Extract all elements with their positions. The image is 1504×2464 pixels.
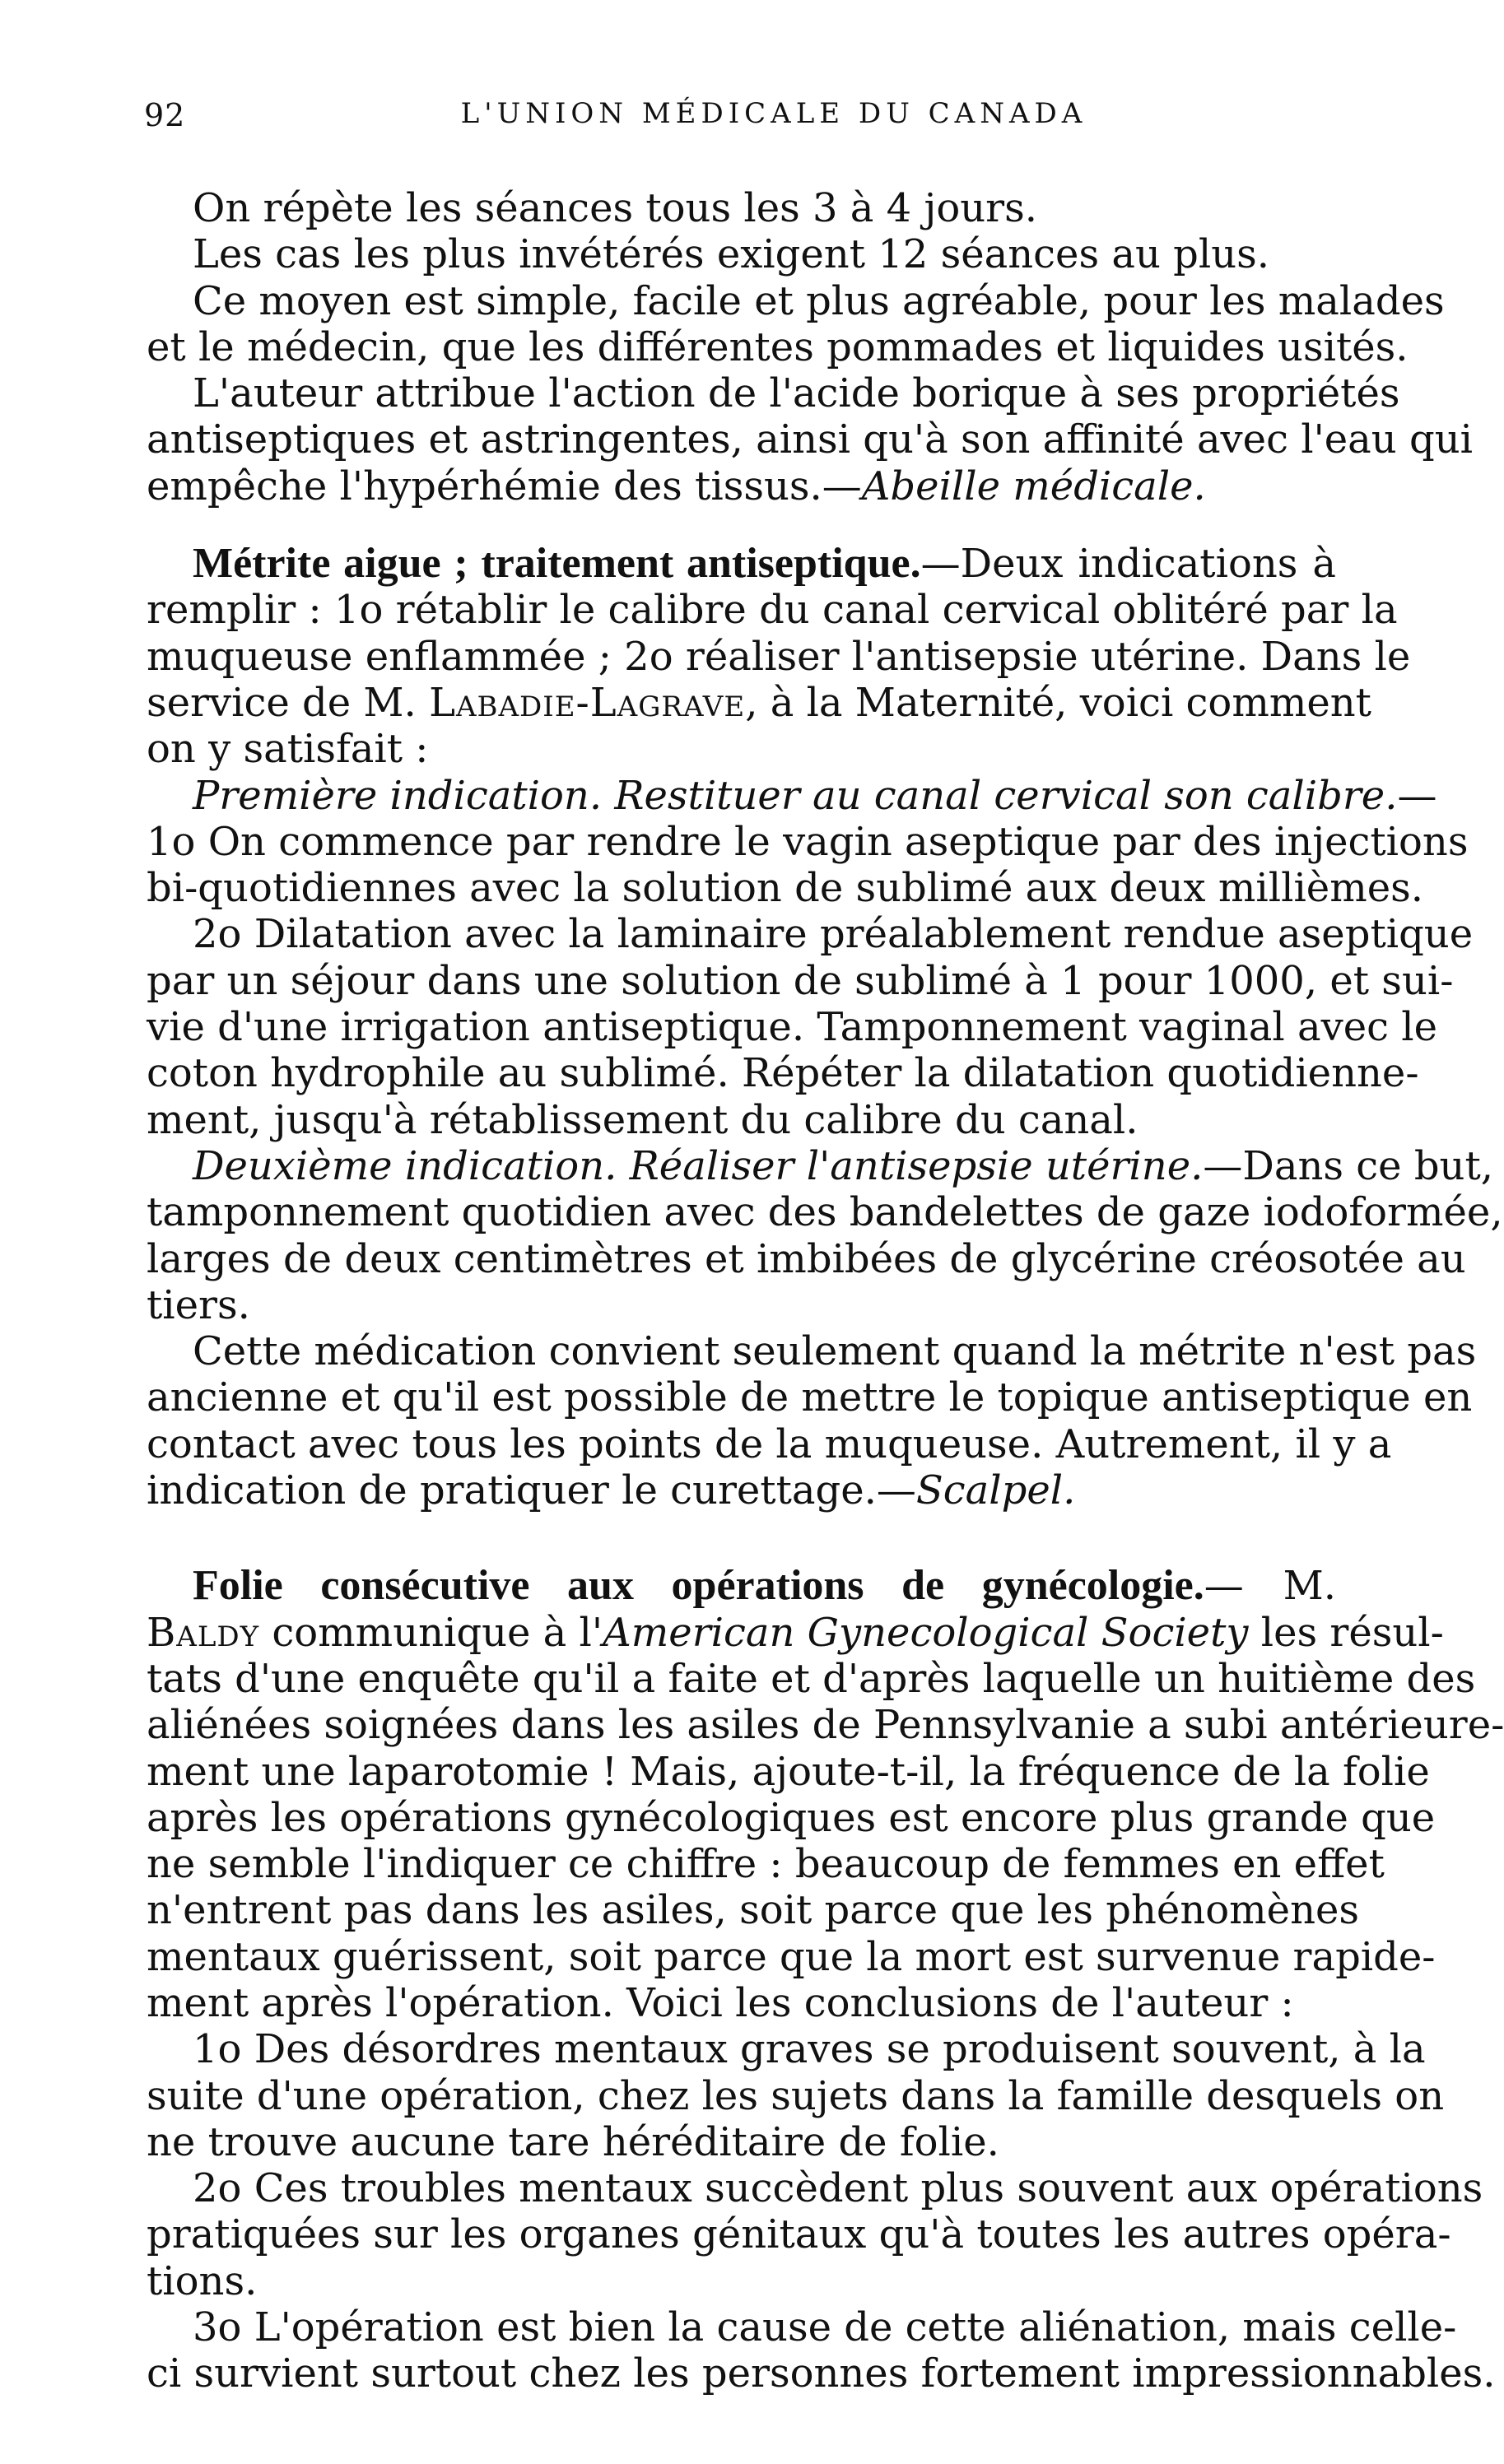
text-line: empêche l'hypérhémie des tissus.—Abeille médicale. [147, 463, 1206, 509]
text-line: pratiquées sur les organes génitaux qu'à toutes les autres opéra- [147, 2211, 1451, 2258]
text-line: ancienne et qu'il est possible de mettre le topique antiseptique en [147, 1374, 1473, 1421]
second-indication: Deuxième indication. Réaliser l'antisepsie utérine. [193, 1142, 1204, 1189]
text-line: suite d'une opération, chez les sujets dans la famille desquels on [147, 2072, 1445, 2119]
text-line: service de M. Labadie-Lagrave, à la Maternité, voici comment [147, 679, 1371, 726]
source-citation: Scalpel. [915, 1467, 1076, 1514]
section-title-folie: Folie consécutive aux opérations de gynécologie. [193, 1562, 1204, 1610]
spacer [147, 509, 1336, 541]
text-line: ment une laparotomie ! Mais, ajoute-t-il, la fréquence de la folie [147, 1748, 1430, 1795]
author-name: Labadie-Lagrave [429, 679, 746, 726]
text-line: 2o Ces troubles mentaux succèdent plus souvent aux opérations [193, 2165, 1483, 2212]
section-title-metrite: Métrite aigue ; traitement antiseptique. [193, 540, 921, 588]
text-line: Baldy communique à l'American Gynecological Society les résul- [147, 1609, 1444, 1656]
subheading-line: Deuxième indication. Réaliser l'antisepsie utérine.—Dans ce but, [193, 1142, 1493, 1189]
page-number: 92 [144, 97, 186, 133]
text-line: tions. [147, 2257, 258, 2304]
society-name: American Gynecological Society [603, 1609, 1249, 1656]
text-line: vie d'une irrigation antiseptique. Tamponnement vaginal avec le [147, 1004, 1437, 1051]
text-line: coton hydrophile au sublimé. Répéter la dilatation quotidienne- [147, 1050, 1419, 1097]
text-line: remplir : 1o rétablir le calibre du canal cervical oblitéré par la [147, 587, 1398, 634]
text-line: aliénées soignées dans les asiles de Pennsylvanie a subi antérieure- [147, 1702, 1504, 1749]
running-head: L'UNION MÉDICALE DU CANADA [460, 97, 1087, 130]
first-indication: Première indication. Restituer au canal cervical son calibre. [193, 772, 1398, 819]
text-line: 3o L'opération est bien la cause de cette aliénation, mais celle- [193, 2304, 1457, 2351]
text-line: antiseptiques et astringentes, ainsi qu'à son affinité avec l'eau qui [147, 416, 1473, 463]
text-line: Les cas les plus invétérés exigent 12 séances au plus. [193, 231, 1269, 278]
text-line: par un séjour dans une solution de sublimé à 1 pour 1000, et sui- [147, 957, 1454, 1004]
text-line: 1o On commence par rendre le vagin aseptique par des injections [147, 818, 1469, 865]
text-line: Cette médication convient seulement quand la métrite n'est pas [193, 1328, 1477, 1375]
page-header [144, 97, 1338, 155]
spacer [147, 1513, 1336, 1563]
text-line: L'auteur attribue l'action de l'acide borique à ses propriétés [193, 370, 1400, 417]
text-line: 2o Dilatation avec la laminaire préalablement rendue aseptique [193, 911, 1474, 958]
text-line: indication de pratiquer le curettage.—Scalpel. [147, 1467, 1076, 1514]
section-heading-line: Métrite aigue ; traitement antiseptique.—Deux indications à [193, 540, 1337, 588]
text-line: tiers. [147, 1281, 250, 1328]
text-line: Ce moyen est simple, facile et plus agréable, pour les malades [193, 277, 1445, 324]
text-line: larges de deux centimètres et imbibées de glycérine créosotée au [147, 1235, 1466, 1282]
source-citation: Abeille médicale. [861, 463, 1206, 509]
text-line: ment, jusqu'à rétablissement du calibre du canal. [147, 1096, 1138, 1143]
text-line: ne semble l'indiquer ce chiffre : beaucoup de femmes en effet [147, 1841, 1385, 1888]
section-heading-line: Folie consécutive aux opérations de gynécologie.— M. [193, 1562, 1337, 1610]
text-line: bi-quotidiennes avec la solution de sublimé aux deux millièmes. [147, 865, 1424, 912]
text-line: muqueuse enflammée ; 2o réaliser l'antisepsie utérine. Dans le [147, 633, 1411, 680]
text-line: On répète les séances tous les 3 à 4 jours. [193, 185, 1037, 231]
author-name: Baldy [147, 1609, 260, 1656]
text-line: et le médecin, que les différentes pommades et liquides usités. [147, 323, 1409, 370]
text-line: on y satisfait : [147, 726, 429, 773]
text-line: ci survient surtout chez les personnes fortement impressionnables. [147, 2350, 1496, 2397]
text-line: 1o Des désordres mentaux graves se produisent souvent, à la [193, 2026, 1426, 2073]
text-line: tats d'une enquête qu'il a faite et d'après laquelle un huitième des [147, 1655, 1476, 1702]
article-body [147, 185, 1504, 2397]
text-line: ne trouve aucune tare héréditaire de folie. [147, 2118, 999, 2165]
text-line: contact avec tous les points de la muqueuse. Autrement, il y a [147, 1420, 1392, 1467]
text-line: tamponnement quotidien avec des bandelettes de gaze iodoformée, [147, 1189, 1503, 1236]
text-line: ment après l'opération. Voici les conclusions de l'auteur : [147, 1979, 1294, 2026]
text-line: après les opérations gynécologiques est encore plus grande que [147, 1794, 1436, 1841]
subheading-line: Première indication. Restituer au canal cervical son calibre.— [193, 772, 1437, 819]
text-line: mentaux guérissent, soit parce que la mort est survenue rapide- [147, 1933, 1436, 1980]
text-line: n'entrent pas dans les asiles, soit parce que les phénomènes [147, 1887, 1360, 1934]
